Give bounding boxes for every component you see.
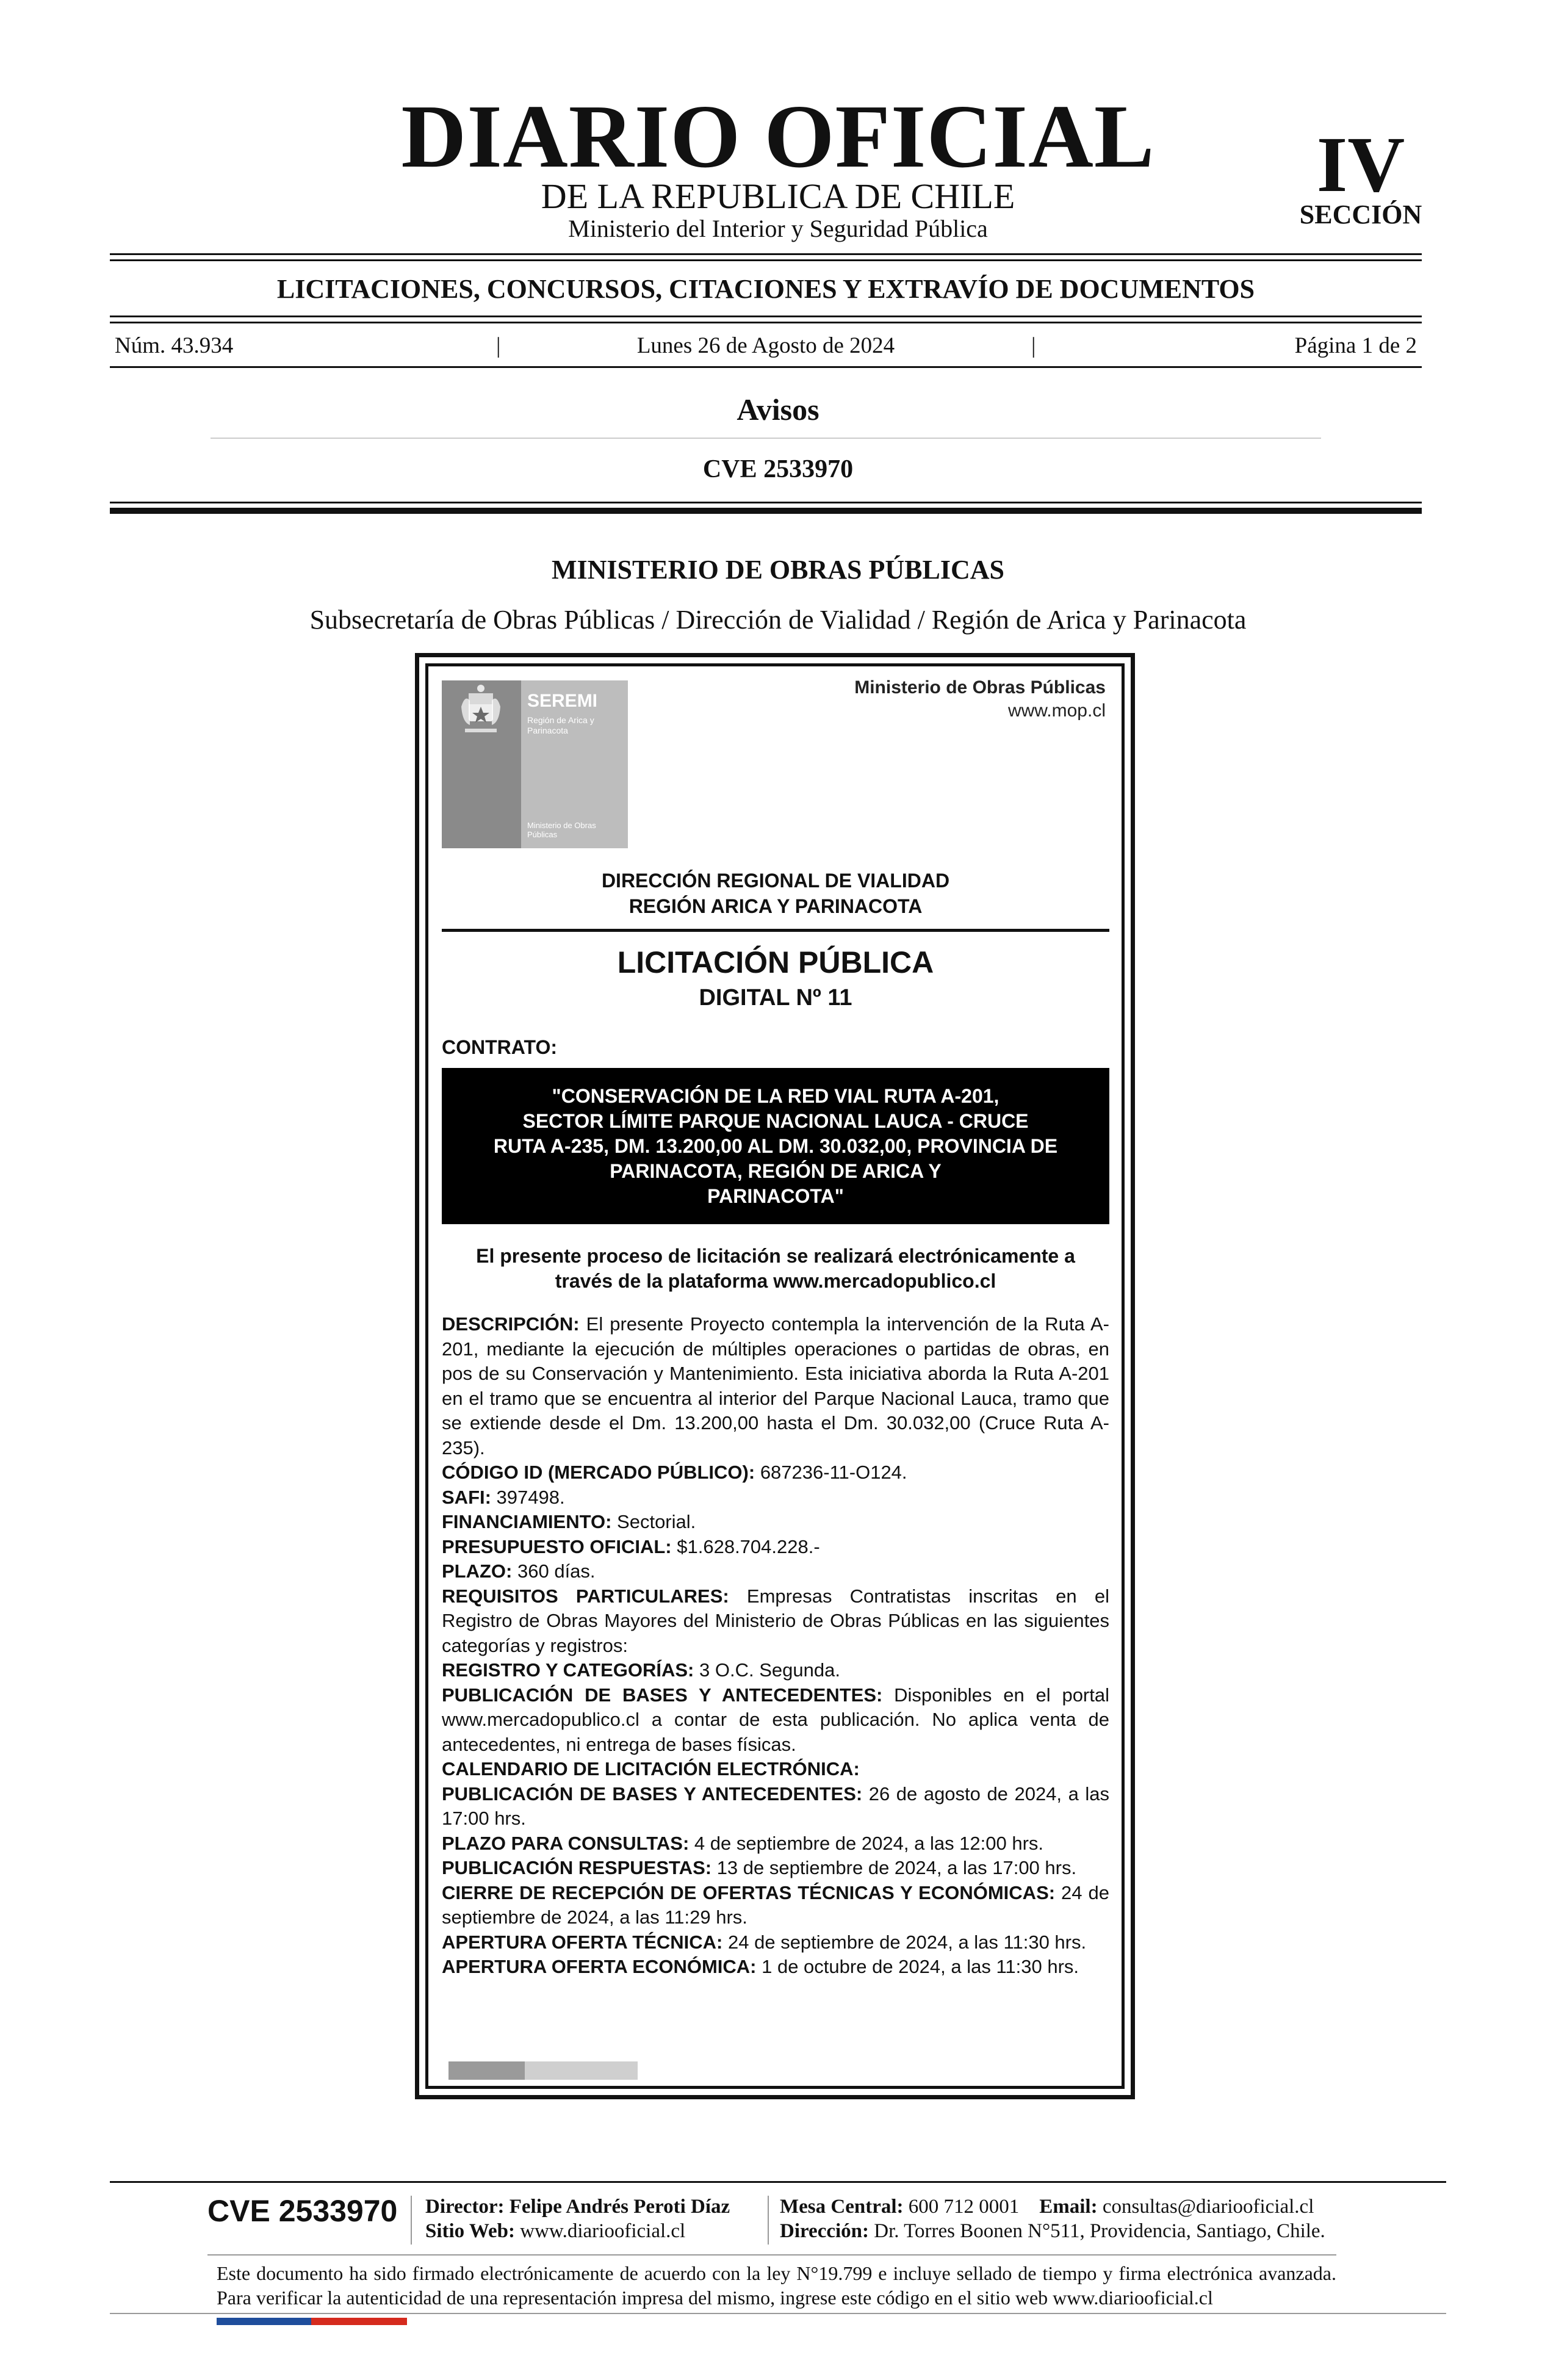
meta-separator: | (496, 333, 501, 358)
ministry-title: MINISTERIO DE OBRAS PÚBLICAS (551, 555, 1005, 585)
contract-label: CONTRATO: (442, 1036, 558, 1058)
detail-economic-opening: APERTURA OFERTA ECONÓMICA: 1 de octubre de 2024, a las 11:30 hrs. (442, 1956, 1079, 1977)
notice-details (442, 1312, 1109, 1980)
detail-bases-date: PUBLICACIÓN DE BASES Y ANTECEDENTES: 26 de agosto de 2024, a las 17:00 hrs. (442, 1783, 1109, 1829)
coat-of-arms-icon (456, 682, 505, 737)
seremi-title: SEREMI (527, 691, 598, 711)
contract-line: "CONSERVACIÓN DE LA RED VIAL RUTA A-201, (552, 1085, 1000, 1107)
detail-term: PLAZO: 360 días. (442, 1560, 596, 1582)
region-name: REGIÓN ARICA Y PARINACOTA (629, 895, 923, 917)
detail-safi: SAFI: 397498. (442, 1486, 565, 1508)
footer-contact: Mesa Central: 600 712 0001 Email: consultas@diariooficial.cl (780, 2196, 1314, 2218)
detail-requirements: REQUISITOS PARTICULARES: Empresas Contratistas inscritas en el Registro de Obras Mayores del Ministerio de Obras Públicas en las siguientes categorías y registros: (442, 1585, 1109, 1656)
mop-name: Ministerio de Obras Públicas (854, 677, 1106, 698)
detail-answers: PUBLICACIÓN RESPUESTAS: 13 de septiembre de 2024, a las 17:00 hrs. (442, 1857, 1077, 1878)
footer-divider (110, 2181, 1446, 2183)
tender-title: LICITACIÓN PÚBLICA (617, 945, 934, 979)
divider (110, 259, 1422, 261)
newspaper-subtitle: DE LA REPUBLICA DE CHILE (541, 176, 1015, 216)
detail-publication: PUBLICACIÓN DE BASES Y ANTECEDENTES: Disponibles en el portal www.mercadopublico.cl a contar de esta publicación. No aplica venta de antecedentes, ni entrega de bases físicas. (442, 1684, 1109, 1755)
newspaper-ministry: Ministerio del Interior y Seguridad Pública (568, 215, 988, 242)
issue-date: Lunes 26 de Agosto de 2024 (636, 333, 895, 358)
divider (211, 438, 1321, 439)
seremi-region: Región de Arica y Parinacota (527, 715, 594, 735)
detail-budget: PRESUPUESTO OFICIAL: $1.628.704.228.- (442, 1535, 820, 1557)
contract-line: SECTOR LÍMITE PARQUE NACIONAL LAUCA - CRUCE (522, 1110, 1029, 1132)
footer-divider (110, 2313, 1446, 2314)
divider (110, 366, 1422, 368)
detail-registry: REGISTRO Y CATEGORÍAS: 3 O.C. Segunda. (442, 1659, 840, 1681)
tender-number: DIGITAL Nº 11 (699, 985, 852, 1011)
mop-web: www.mop.cl (1007, 701, 1106, 721)
detail-technical-opening: APERTURA OFERTA TÉCNICA: 24 de septiembre de 2024, a las 11:30 hrs. (442, 1931, 1087, 1953)
issue-number: Núm. 43.934 (115, 333, 234, 358)
contract-line: RUTA A-235, DM. 13.200,00 AL DM. 30.032,00, PROVINCIA DE (493, 1135, 1058, 1157)
flag-stripe-red (311, 2318, 407, 2325)
footer-address: Dirección: Dr. Torres Boonen N°511, Providencia, Santiago, Chile. (780, 2220, 1325, 2242)
footer-website: Sitio Web: www.diariooficial.cl (425, 2220, 686, 2242)
section-label: SECCIÓN (1299, 200, 1422, 229)
detail-consultation: PLAZO PARA CONSULTAS: 4 de septiembre de 2024, a las 12:00 hrs. (442, 1832, 1044, 1854)
footer-divider (207, 2254, 1336, 2256)
detail-description: DESCRIPCIÓN: El presente Proyecto contempla la intervención de la Ruta A-201, mediante la ejecución de múltiples operaciones o partidas de obras, en pos de su Conservación y Mantenimiento. Esta iniciativa aborda la Ruta A-201 en el tramo que se encuentra al interior del Parque Nacional Lauca, tramo que se extiende desde el Dm. 13.200,00 hasta el Dm. 30.032,00 (Cruce Ruta A-235). (442, 1313, 1109, 1459)
footer-director: Director: Felipe Andrés Peroti Díaz (425, 2196, 730, 2218)
divider (110, 253, 1422, 255)
flag-stripe-blue (217, 2318, 311, 2325)
regional-direction: DIRECCIÓN REGIONAL DE VIALIDAD (601, 870, 950, 892)
detail-closing: CIERRE DE RECEPCIÓN DE OFERTAS TÉCNICAS Y ECONÓMICAS: 24 de septiembre de 2024, a las 11:29 hrs. (442, 1881, 1109, 1928)
decorative-bar (525, 2061, 638, 2080)
detail-financing: FINANCIAMIENTO: Sectorial. (442, 1511, 696, 1532)
footer-legal-note: Este documento ha sido firmado electrónicamente de acuerdo con la ley N°19.799 e incluye sellado de tiempo y firma electrónica avanzada. Para verificar la autenticidad de una representación impresa del mismo, ingrese este código en el sitio web www.diariooficial.cl (217, 2262, 1336, 2309)
seremi-footer: Ministerio de Obras Públicas (527, 821, 596, 839)
section-title: LICITACIONES, CONCURSOS, CITACIONES Y EXTRAVÍO DE DOCUMENTOS (276, 274, 1255, 304)
page-indicator: Página 1 de 2 (1294, 333, 1417, 358)
decorative-bar (448, 2061, 525, 2080)
footer-separator (411, 2196, 412, 2245)
footer-cve: CVE 2533970 (207, 2194, 398, 2228)
contract-line: PARINACOTA" (707, 1185, 844, 1207)
footer-separator (768, 2196, 769, 2245)
divider-heavy (110, 508, 1422, 514)
subsecretaria-line: Subsecretaría de Obras Públicas / Dirección de Vialidad / Región de Arica y Parinacota (309, 605, 1247, 635)
notice-rule (442, 929, 1109, 932)
detail-calendar: CALENDARIO DE LICITACIÓN ELECTRÓNICA: (442, 1758, 860, 1780)
divider (110, 502, 1422, 503)
contract-name (442, 1084, 1109, 1209)
meta-separator: | (1031, 333, 1036, 358)
section-number: IV (1316, 121, 1405, 209)
cve-code: CVE 2533970 (702, 455, 854, 483)
electronic-process-note: El presente proceso de licitación se realizará electrónicamente a través de la plataforma www.mercadopublico.cl (476, 1245, 1075, 1292)
divider (110, 322, 1422, 323)
newspaper-title: DIARIO OFICIAL (401, 87, 1155, 187)
divider (110, 316, 1422, 317)
contract-box (442, 1068, 1109, 1224)
heading-avisos: Avisos (737, 392, 819, 427)
detail-code-id: CÓDIGO ID (MERCADO PÚBLICO): 687236-11-O124. (442, 1462, 907, 1483)
contract-line: PARINACOTA, REGIÓN DE ARICA Y (610, 1160, 942, 1182)
